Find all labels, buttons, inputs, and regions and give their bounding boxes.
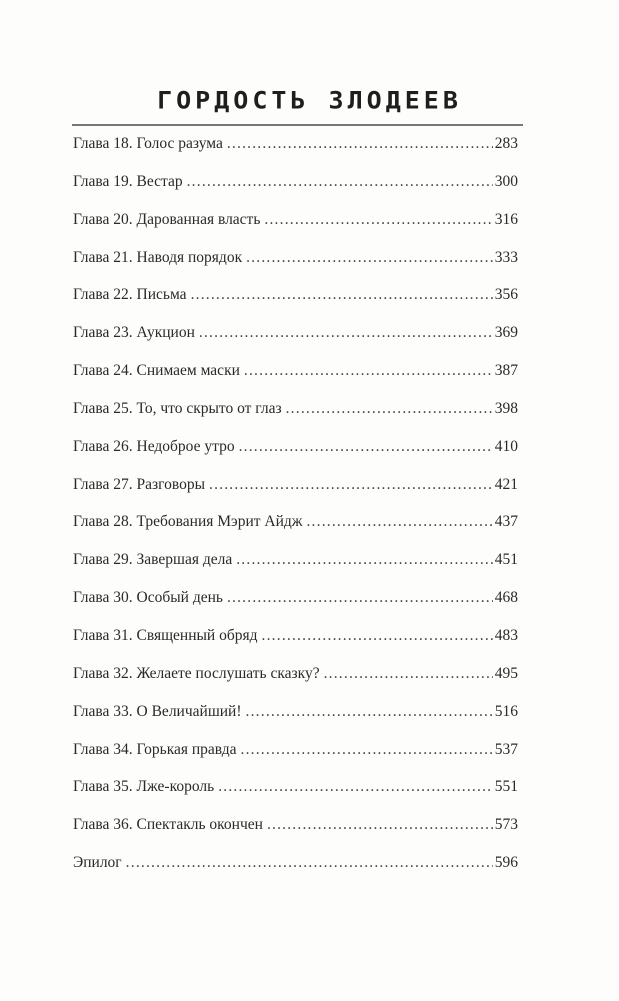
dot-leader — [191, 284, 493, 306]
dot-leader — [209, 474, 493, 496]
toc-entry — [73, 852, 518, 890]
toc-entry-title: Глава 26. Недоброе утро — [73, 437, 235, 455]
toc-entry-page: 410 — [494, 437, 518, 455]
toc-entry-title: Глава 22. Письма — [73, 286, 187, 304]
toc-entry — [73, 739, 518, 777]
toc-entry — [73, 360, 518, 398]
toc-entry — [73, 587, 518, 625]
toc-entry-page: 537 — [494, 740, 518, 758]
dot-leader — [286, 398, 493, 420]
toc-entry-title: Глава 36. Спектакль окончен — [73, 816, 263, 834]
toc-entry-title: Глава 32. Желаете послушать сказку? — [73, 664, 320, 682]
dot-leader — [236, 549, 493, 571]
toc-entry — [73, 436, 518, 474]
toc-entry-page: 369 — [494, 324, 518, 342]
toc-entry-page: 495 — [494, 664, 518, 682]
toc-entry-title: Глава 27. Разговоры — [73, 475, 205, 493]
toc-entry-title: Глава 34. Горькая правда — [73, 740, 237, 758]
toc-entry-page: 421 — [494, 475, 518, 493]
header-divider — [72, 124, 523, 126]
toc-entry — [73, 398, 518, 436]
dot-leader — [246, 701, 493, 723]
dot-leader — [262, 625, 493, 647]
dot-leader — [244, 360, 493, 382]
toc-entry-page: 551 — [494, 778, 518, 796]
toc-entry-title: Глава 25. То, что скрыто от глаз — [73, 399, 282, 417]
toc-entry-title: Глава 29. Завершая дела — [73, 551, 233, 569]
toc-entry-title: Глава 28. Требования Мэрит Айдж — [73, 513, 303, 531]
toc-entry — [73, 663, 518, 701]
running-header-title: ГОРДОСТЬ ЗЛОДЕЕВ — [157, 86, 462, 115]
toc-entry — [73, 701, 518, 739]
dot-leader — [218, 776, 493, 798]
toc-entry — [73, 171, 518, 209]
toc-entry-page: 300 — [494, 172, 518, 190]
toc-entry-page: 516 — [494, 702, 518, 720]
toc-entry — [73, 209, 518, 247]
dot-leader — [187, 171, 493, 193]
toc-entry-title: Глава 18. Голос разума — [73, 135, 223, 152]
toc-entry-page: 468 — [494, 589, 518, 607]
toc-entry-title: Глава 23. Аукцион — [73, 324, 195, 342]
toc-entry-page: 451 — [494, 551, 518, 569]
dot-leader — [239, 436, 493, 458]
toc-entry — [73, 247, 518, 285]
toc-entry — [73, 776, 518, 814]
toc-entry-title: Глава 21. Наводя порядок — [73, 248, 243, 266]
toc-entry-title: Глава 20. Дарованная власть — [73, 210, 261, 228]
table-of-contents — [73, 133, 518, 890]
toc-entry-page: 356 — [494, 286, 518, 304]
toc-entry-page: 573 — [494, 816, 518, 834]
toc-entry-page: 387 — [494, 362, 518, 380]
toc-entry — [73, 284, 518, 322]
toc-entry-title: Глава 24. Снимаем маски — [73, 362, 240, 380]
toc-entry-title: Глава 33. О Величайший! — [73, 702, 242, 720]
toc-entry-page: 398 — [494, 399, 518, 417]
dot-leader — [264, 209, 492, 231]
toc-entry-page: 596 — [494, 854, 518, 872]
dot-leader — [241, 739, 493, 761]
toc-entry-page: 283 — [494, 135, 518, 152]
dot-leader — [227, 133, 493, 155]
toc-entry — [73, 625, 518, 663]
toc-entry — [73, 133, 518, 171]
toc-entry-page: 483 — [494, 626, 518, 644]
toc-entry-page: 333 — [494, 248, 518, 266]
toc-entry-page: 316 — [494, 210, 518, 228]
toc-entry-title: Глава 30. Особый день — [73, 589, 223, 607]
toc-entry — [73, 814, 518, 852]
dot-leader — [227, 587, 493, 609]
toc-entry — [73, 322, 518, 360]
dot-leader — [306, 511, 492, 533]
toc-entry — [73, 511, 518, 549]
toc-entry-title: Глава 35. Лже-король — [73, 778, 215, 796]
toc-entry — [73, 549, 518, 587]
dot-leader — [199, 322, 493, 344]
dot-leader — [267, 814, 493, 836]
toc-entry-title: Эпилог — [73, 854, 122, 872]
toc-entry-title: Глава 19. Вестар — [73, 172, 183, 190]
dot-leader — [126, 852, 493, 874]
toc-entry — [73, 474, 518, 512]
dot-leader — [324, 663, 493, 685]
toc-entry-title: Глава 31. Священный обряд — [73, 626, 258, 644]
dot-leader — [246, 247, 493, 269]
toc-entry-page: 437 — [494, 513, 518, 531]
